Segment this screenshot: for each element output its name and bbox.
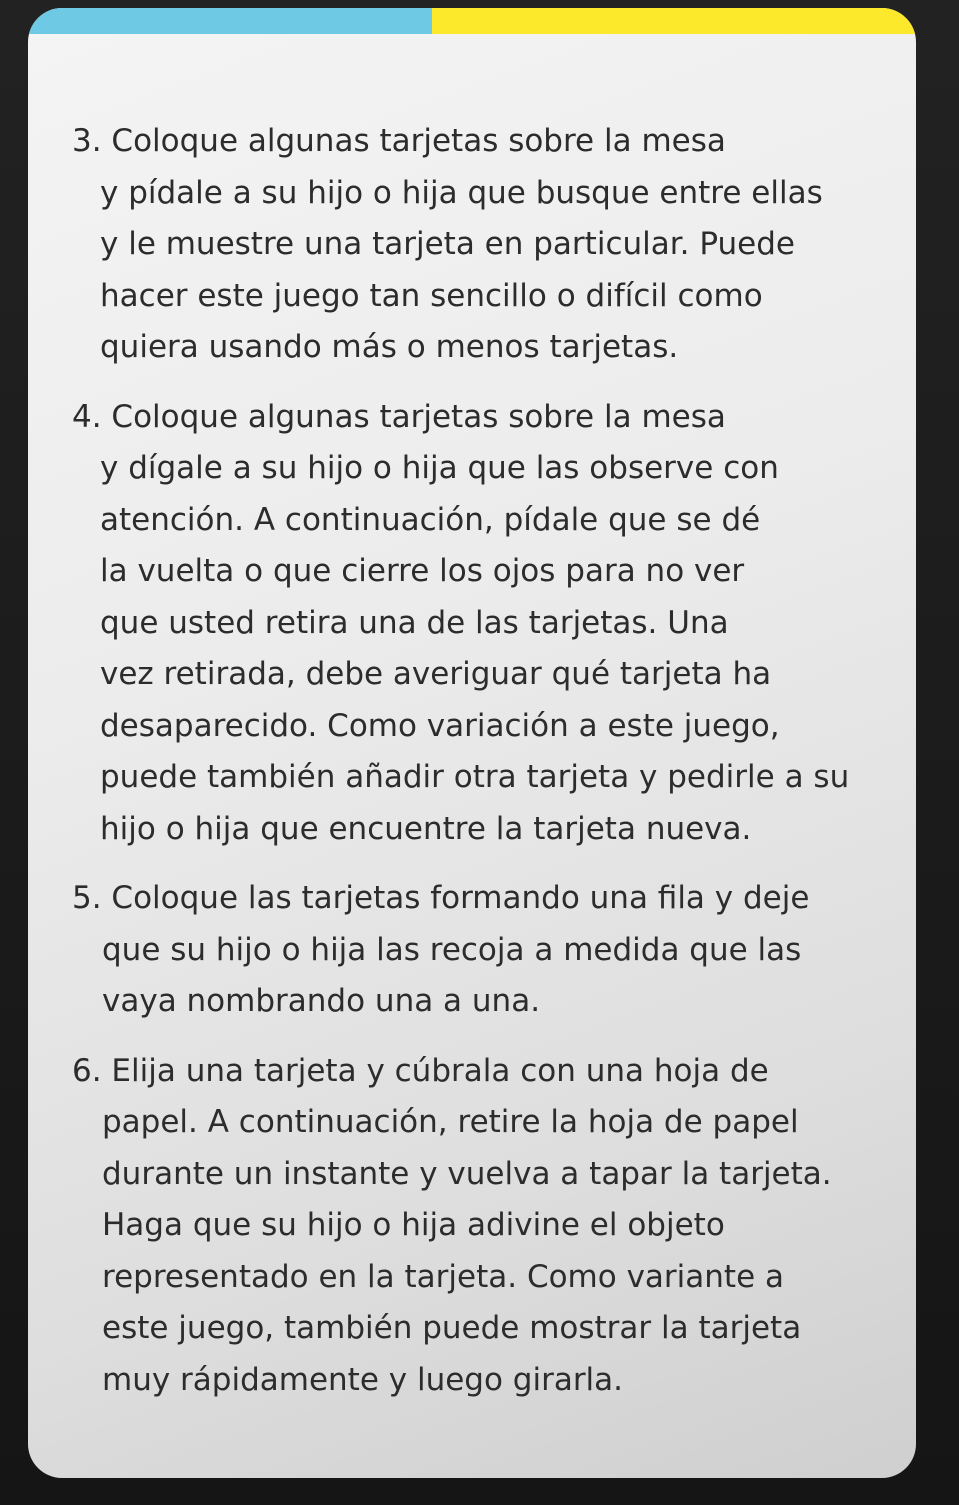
instruction-line: muy rápidamente y luego girarla.: [102, 1361, 624, 1398]
card-band-yellow: [432, 8, 916, 34]
instruction-line: papel. A continuación, retire la hoja de papel: [102, 1104, 799, 1140]
instruction-line: 3. Coloque algunas tarjetas sobre la mesa: [72, 123, 726, 159]
instruction-line: atención. A continuación, pídale que se dé: [100, 501, 761, 538]
instruction-item-5: [72, 873, 892, 1028]
instruction-line: y le muestre una tarjeta en particular. Puede: [100, 226, 795, 262]
instruction-line: este juego, también puede mostrar la tarjeta: [102, 1310, 802, 1346]
instruction-line: Haga que su hijo o hija adivine el objeto: [102, 1207, 725, 1243]
instruction-line: vez retirada, debe averiguar qué tarjeta ha: [100, 656, 772, 692]
instruction-line: la vuelta o que cierre los ojos para no ver: [100, 553, 745, 589]
instruction-line: que su hijo o hija las recoja a medida que las: [102, 931, 802, 968]
card-band-blue: [28, 8, 432, 34]
instruction-line: hijo o hija que encuentre la tarjeta nueva.: [100, 810, 752, 847]
instruction-line: que usted retira una de las tarjetas. Una: [100, 604, 729, 641]
instruction-line: 5. Coloque las tarjetas formando una fila y deje: [72, 880, 810, 916]
instructions-list: [72, 116, 892, 1424]
instruction-line: 4. Coloque algunas tarjetas sobre la mesa: [72, 398, 726, 435]
instruction-line: quiera usando más o menos tarjetas.: [100, 329, 679, 365]
instruction-line: y dígale a su hijo o hija que las observe con: [100, 450, 779, 486]
instruction-item-6: [72, 1046, 892, 1407]
instruction-line: y pídale a su hijo o hija que busque entre ellas: [100, 174, 823, 211]
instruction-line: vaya nombrando una a una.: [102, 983, 541, 1019]
instruction-line: desaparecido. Como variación a este juego,: [100, 707, 780, 744]
instruction-line: durante un instante y vuelva a tapar la tarjeta.: [102, 1155, 832, 1192]
instruction-card: [28, 8, 916, 1478]
instruction-line: 6. Elija una tarjeta y cúbrala con una hoja de: [72, 1052, 769, 1089]
instruction-line: representado en la tarjeta. Como variante a: [102, 1258, 784, 1295]
instruction-line: puede también añadir otra tarjeta y pedirle a su: [100, 759, 850, 795]
instruction-line: hacer este juego tan sencillo o difícil como: [100, 277, 763, 314]
instruction-item-4: [72, 392, 892, 856]
instruction-item-3: [72, 116, 892, 374]
